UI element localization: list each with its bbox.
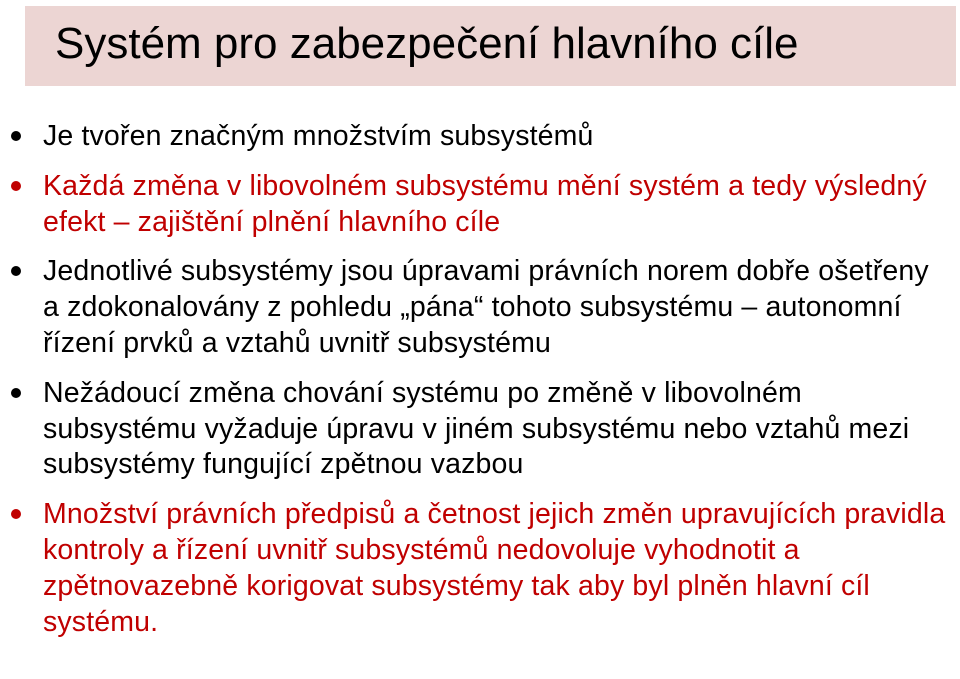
bullet-text: Je tvořen značným množstvím subsystémů xyxy=(43,120,594,152)
bullet-item xyxy=(0,169,960,241)
slide-title: Systém pro zabezpečení hlavního cíle xyxy=(55,19,799,68)
bullet-text: Jednotlivé subsystémy jsou úpravami právních norem dobře ošetřeny a zdokonalovány z pohledu „pána“ tohoto subsystému – autonomní řízení prvků a vztahů uvnitř subsystému xyxy=(43,255,929,359)
bullet-item xyxy=(0,119,960,155)
bullet-text: Množství právních předpisů a četnost jejich změn upravujících pravidla kontroly a řízení uvnitř subsystémů nedovoluje vyhodnotit a zpětnovazebně korigovat subsystémy tak aby byl plněn hlavní cíl systému. xyxy=(43,498,946,638)
bullet-item xyxy=(0,497,960,640)
bullet-item xyxy=(0,376,960,483)
bullet-text: Každá změna v libovolném subsystému mění systém a tedy výsledný efekt – zajištění plnění hlavního cíle xyxy=(43,169,927,238)
bullet-dot-icon xyxy=(11,388,21,398)
bullet-dot-icon xyxy=(11,131,21,141)
bullet-dot-icon xyxy=(11,181,21,191)
bullet-dot-icon xyxy=(11,509,21,519)
bullet-list xyxy=(0,119,960,654)
bullet-dot-icon xyxy=(11,266,21,276)
bullet-item xyxy=(0,254,960,361)
bullet-text: Nežádoucí změna chování systému po změně v libovolném subsystému vyžaduje úpravu v jiném subsystému nebo vztahů mezi subsystémy fungující zpětnou vazbou xyxy=(43,376,910,481)
